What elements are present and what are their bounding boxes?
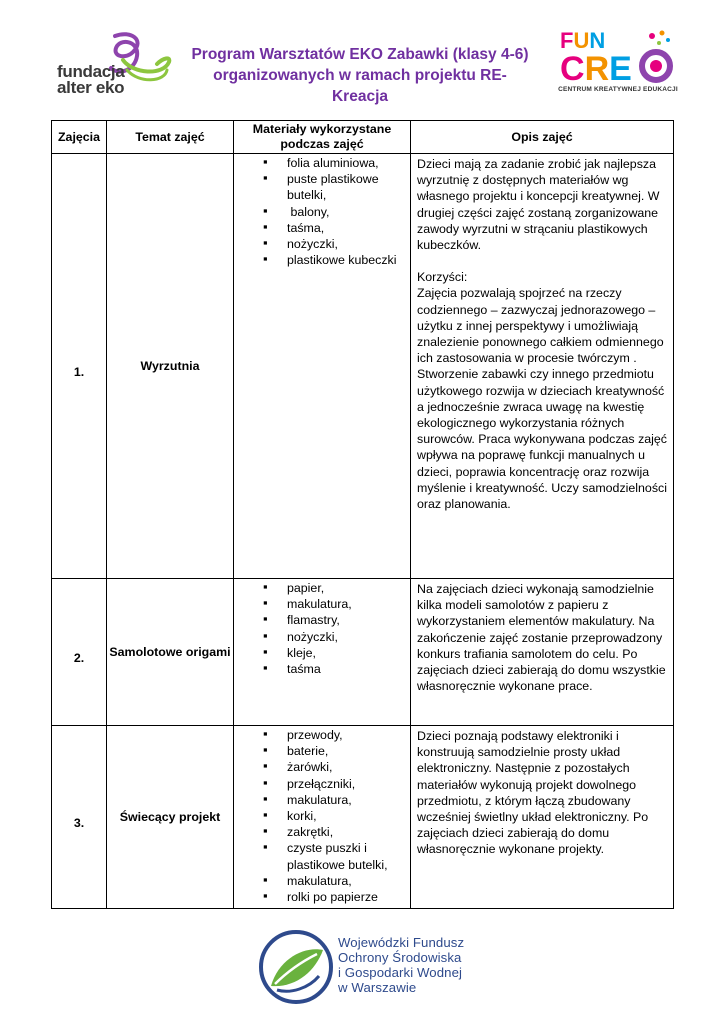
description-paragraph: Na zajęciach dzieci wykonają samodzielnie kilka modeli samolotów z papieru z wykorzystaniem elementów makulatury. Na zakończenie zajęć zostanie przeprowadzony konkurs trafiania samolotem do celu. Po zajęciach dzieci zabierają do domu wszystkie własnoręcznie wykonane prace. — [417, 582, 666, 694]
list-item: ▪ makulatura, — [234, 792, 406, 808]
logo-text-line: fundacja — [57, 62, 125, 81]
funder-line: Ochrony Środowiska — [338, 950, 462, 965]
list-item: ▪ nożyczki, — [234, 236, 406, 252]
materials-cell — [234, 579, 411, 726]
leaf-emblem-icon — [257, 928, 335, 1006]
funcreo-logo — [556, 28, 678, 100]
funder-line: i Gospodarki Wodnej — [338, 965, 463, 980]
column-header: Materiały wykorzystane podczas zajęć — [234, 121, 411, 154]
table-row — [52, 579, 674, 726]
materials-cell — [234, 154, 411, 579]
list-item: ▪ czyste puszki i plastikowe butelki, — [234, 840, 406, 872]
row-number: 3. — [52, 726, 107, 909]
column-header: Temat zajęć — [107, 121, 234, 154]
row-topic: Świecący projekt — [107, 726, 234, 909]
description-paragraph: Dzieci poznają podstawy elektroniki i konstruują samodzielnie prosty układ elektroniczny. Następnie z pozostałych materiałów wykonują projekt dowolnego przedmiotu, z którym łączą zbudowany wcześniej świetlny układ elektroniczny. Po zajęciach dzieci zabierają do domu własnoręcznie wykonane projekty. — [417, 729, 649, 857]
wfosigw-logo — [257, 928, 335, 1006]
row-number: 1. — [52, 154, 107, 579]
column-header: Opis zajęć — [411, 121, 674, 154]
table-header-row — [52, 121, 674, 154]
list-item: ▪ puste plastikowe butelki, — [234, 171, 406, 203]
list-item: ▪ balony, — [234, 204, 406, 220]
row-topic: Wyrzutnia — [107, 154, 234, 579]
materials-list — [234, 579, 410, 679]
list-item: ▪ rolki po papierze — [234, 889, 406, 905]
list-item: ▪ taśma — [234, 661, 406, 677]
logo-caption: CENTRUM KREATYWNEJ EDUKACJI — [558, 86, 678, 93]
materials-list — [234, 154, 410, 270]
description-cell — [411, 154, 674, 579]
list-item: ▪ żarówki, — [234, 759, 406, 775]
list-item: ▪ flamastry, — [234, 612, 406, 628]
page-title — [188, 44, 532, 107]
list-item: ▪ makulatura, — [234, 596, 406, 612]
funder-name — [338, 935, 464, 995]
description-paragraph: Dzieci mają za zadanie zrobić jak najlepsza wyrzutnię z dostępnych materiałów wg własnego projektu i koncepcji kreatywnej. W drugiej części zajęć zostaną zorganizowane zawody wyrzutni w strącaniu plastikowych kubeczków. — [417, 157, 660, 253]
list-item: ▪ plastikowe kubeczki — [234, 252, 406, 268]
title-line: organizowanych w ramach projektu RE-Kreacja — [213, 67, 507, 105]
list-item: ▪ zakrętki, — [234, 824, 406, 840]
list-item: ▪ folia aluminiowa, — [234, 155, 406, 171]
table-row — [52, 726, 674, 909]
list-item: ▪ przełączniki, — [234, 776, 406, 792]
list-item: ▪ baterie, — [234, 743, 406, 759]
list-item: ▪ papier, — [234, 580, 406, 596]
materials-cell — [234, 726, 411, 909]
list-item: ▪ taśma, — [234, 220, 406, 236]
list-item: ▪ korki, — [234, 808, 406, 824]
list-item: ▪ kleje, — [234, 645, 406, 661]
funder-line: w Warszawie — [338, 980, 417, 995]
column-header: Zajęcia — [52, 121, 107, 154]
row-topic: Samolotowe origami — [107, 579, 234, 726]
description-paragraph: Korzyści: Zajęcia pozwalają spojrzeć na rzeczy codziennego – zazwyczaj jednorazowego – użytku z innej perspektywy i umożliwiają znalezienie ponownego całkiem odmiennego ich zastosowania w procesie twórczym . Stworzenie zabawki czy innego przedmiotu użytkowego rozwija w dzieciach kreatywność a jednocześnie zwraca uwagę na kwestię ekologicznego wykorzystania różnych surowców. Praca wykonywana podczas zajęć wpływa na poprawę funkcji manualnych u dzieci, poprawia koncentrację oraz rozwija myślenie i kreatywność. Uczy samodzielności oraz planowania. — [417, 270, 667, 512]
table-row — [52, 154, 674, 579]
list-item: ▪ przewody, — [234, 727, 406, 743]
row-number: 2. — [52, 579, 107, 726]
materials-list — [234, 726, 410, 907]
description-cell — [411, 579, 674, 726]
list-item: ▪ nożyczki, — [234, 629, 406, 645]
list-item: ▪ makulatura, — [234, 873, 406, 889]
description-cell — [411, 726, 674, 909]
svg-text:CRE: CRE — [560, 50, 632, 88]
funder-line: Wojewódzki Fundusz — [338, 935, 465, 950]
svg-text:FUN: FUN — [560, 28, 606, 53]
fundacja-alter-eko-logo — [53, 30, 179, 100]
title-line: Program Warsztatów EKO Zabawki (klasy 4-6) — [191, 46, 529, 63]
program-table — [51, 120, 674, 909]
logo-text-line: alter eko — [57, 78, 125, 97]
funcreo-wordmark-icon — [556, 28, 678, 88]
